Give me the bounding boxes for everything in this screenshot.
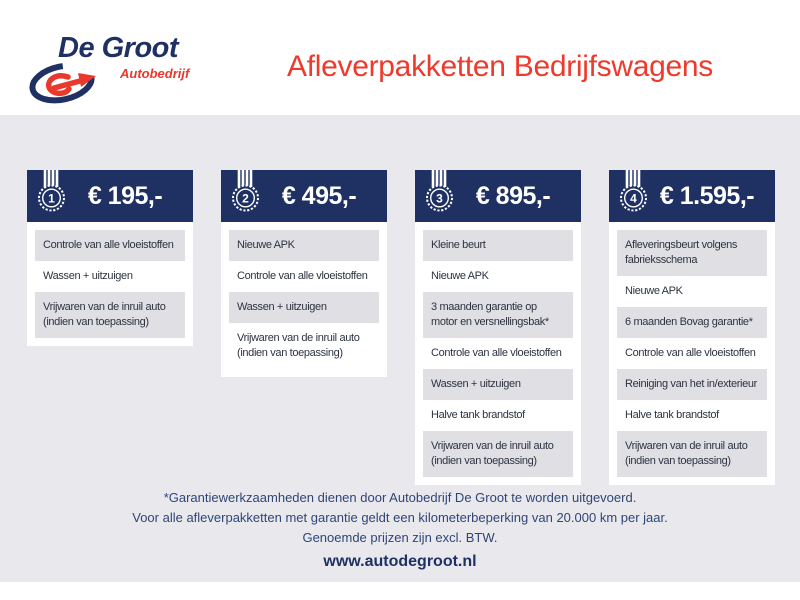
package-price: € 495,- — [281, 181, 357, 210]
package-item: Nieuwe APK — [229, 230, 379, 261]
package-cards — [27, 170, 775, 485]
package-price: € 895,- — [475, 181, 551, 210]
medal-icon — [423, 170, 457, 214]
package-item: Afleveringsbeurt volgens fabrieksschema — [617, 230, 767, 276]
medal-number: 3 — [436, 191, 443, 206]
package-item: Vrijwaren van de inruil auto (indien van toepassing) — [423, 431, 573, 477]
package-item: Kleine beurt — [423, 230, 573, 261]
package-item: 6 maanden Bovag garantie* — [617, 307, 767, 338]
package-item: Vrijwaren van de inruil auto (indien van toepassing) — [35, 292, 185, 338]
brand-subtitle: Autobedrijf — [120, 66, 190, 81]
package-item: Wassen + uitzuigen — [229, 292, 379, 323]
package-items — [609, 222, 775, 485]
package-item: Controle van alle vloeistoffen — [237, 270, 368, 282]
footnote-line: *Garantiewerkzaamheden dienen door Autobedrijf De Groot te worden uitgevoerd. — [163, 490, 637, 505]
package-header — [609, 170, 775, 222]
package-item: Wassen + uitzuigen — [43, 270, 133, 282]
package-item: 3 maanden garantie op motor en versnellingsbak* — [423, 292, 573, 338]
package-card-1 — [27, 170, 193, 346]
package-header — [221, 170, 387, 222]
package-item: Controle van alle vloeistoffen — [431, 347, 562, 359]
package-price: € 195,- — [87, 181, 163, 210]
medal-number: 2 — [242, 191, 249, 206]
brand-name: De Groot — [58, 32, 179, 64]
medal-number: 4 — [630, 191, 637, 206]
package-item: Halve tank brandstof — [431, 409, 525, 421]
medal-icon — [35, 170, 69, 214]
package-card-3 — [415, 170, 581, 485]
package-card-2 — [221, 170, 387, 377]
footnote-line: Voor alle afleverpakketten met garantie geldt een kilometerbeperking van 20.000 km per jaar. — [132, 510, 668, 525]
package-item: Nieuwe APK — [431, 270, 489, 282]
package-item: Controle van alle vloeistoffen — [35, 230, 185, 261]
package-header — [27, 170, 193, 222]
package-item: Vrijwaren van de inruil auto (indien van toepassing) — [237, 332, 360, 359]
package-items — [221, 222, 387, 377]
brand-logo — [28, 32, 190, 108]
footnotes — [0, 488, 800, 548]
footnote-line: Genoemde prijzen zijn excl. BTW. — [302, 530, 498, 545]
package-header — [415, 170, 581, 222]
package-item: Reiniging van het in/exterieur — [617, 369, 767, 400]
package-item: Controle van alle vloeistoffen — [625, 347, 756, 359]
package-items — [415, 222, 581, 485]
package-item: Halve tank brandstof — [625, 409, 719, 421]
medal-icon — [229, 170, 263, 214]
package-item: Wassen + uitzuigen — [423, 369, 573, 400]
website-link[interactable]: www.autodegroot.nl — [323, 553, 477, 570]
package-item: Vrijwaren van de inruil auto (indien van toepassing) — [617, 431, 767, 477]
medal-icon — [617, 170, 651, 214]
package-item: Nieuwe APK — [625, 285, 683, 297]
package-card-4 — [609, 170, 775, 485]
package-price: € 1.595,- — [659, 181, 755, 210]
page-title: Afleverpakketten Bedrijfswagens — [287, 50, 713, 83]
medal-number: 1 — [48, 191, 55, 206]
package-items — [27, 222, 193, 346]
